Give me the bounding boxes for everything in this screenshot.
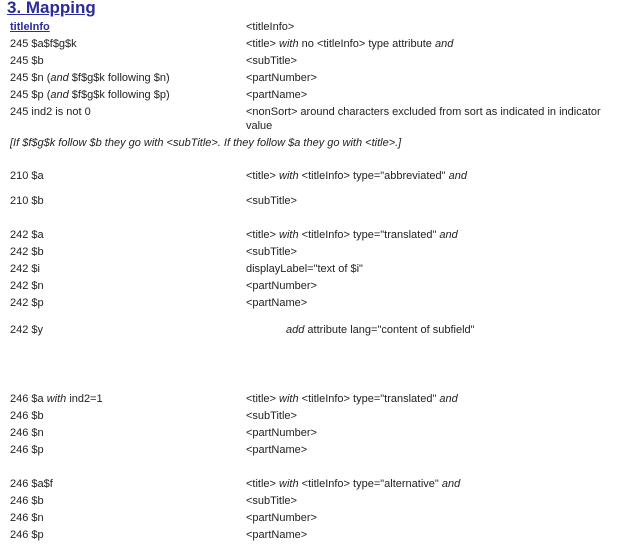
mapping-value: <title> with no <titleInfo> type attribute and	[246, 38, 454, 50]
mapping-value: <subTitle>	[246, 195, 297, 207]
field-code: 245 $n (and $f$g$k following $n)	[10, 72, 170, 84]
field-code: 210 $b	[10, 195, 44, 207]
field-code: 242 $b	[10, 246, 44, 258]
field-code: 242 $a	[10, 229, 44, 241]
mapping-value: <partName>	[246, 89, 308, 101]
mapping-value: <subTitle>	[246, 410, 297, 422]
mapping-value: <titleInfo>	[246, 21, 295, 33]
mapping-value: <subTitle>	[246, 495, 297, 507]
field-code: 246 $a with ind2=1	[10, 393, 103, 405]
field-code: 246 $n	[10, 427, 44, 439]
field-code: 246 $n	[10, 512, 44, 524]
field-code: 245 $a$f$g$k	[10, 38, 77, 50]
field-code: 242 $p	[10, 297, 44, 309]
mapping-value: <title> with <titleInfo> type="alternative" and	[246, 478, 461, 490]
mapping-value: <title> with <titleInfo> type="translated" and	[246, 229, 458, 241]
field-code: 246 $a$f	[10, 478, 53, 490]
section-link-titleinfo[interactable]: titleInfo	[10, 21, 50, 33]
field-code: 210 $a	[10, 170, 44, 182]
field-code: 246 $p	[10, 529, 44, 541]
mapping-value: <partNumber>	[246, 512, 317, 524]
mapping-value: <partName>	[246, 529, 308, 541]
mapping-value: <subTitle>	[246, 55, 297, 67]
field-code: 245 $p (and $f$g$k following $p)	[10, 89, 170, 101]
field-code: 242 $n	[10, 280, 44, 292]
field-code: 246 $b	[10, 410, 44, 422]
mapping-value: <title> with <titleInfo> type="translated" and	[246, 393, 458, 405]
mapping-value: <partNumber>	[246, 427, 317, 439]
mapping-value: add attribute lang="content of subfield"	[286, 324, 475, 336]
field-code: 245 $b	[10, 55, 44, 67]
mapping-value: <title> with <titleInfo> type="abbreviated" and	[246, 170, 467, 182]
mapping-value: displayLabel="text of $i"	[246, 263, 363, 275]
mapping-value: <subTitle>	[246, 246, 297, 258]
mapping-value: <nonSort> around characters excluded from sort as indicated in indicator value	[246, 106, 601, 132]
page-heading: 3. Mapping	[7, 0, 96, 17]
mapping-value: <partNumber>	[246, 72, 317, 84]
mapping-value: <partNumber>	[246, 280, 317, 292]
field-code: 245 ind2 is not 0	[10, 106, 91, 118]
sort-note: [If $f$g$k follow $b they go with <subTitle>. If they follow $a they go with <title>.]	[10, 137, 402, 149]
field-code: 246 $p	[10, 444, 44, 456]
mapping-value: <partName>	[246, 444, 308, 456]
field-code: 242 $y	[10, 324, 44, 336]
mapping-value: <partName>	[246, 297, 308, 309]
field-code: 242 $i	[10, 263, 40, 275]
field-code: 246 $b	[10, 495, 44, 507]
